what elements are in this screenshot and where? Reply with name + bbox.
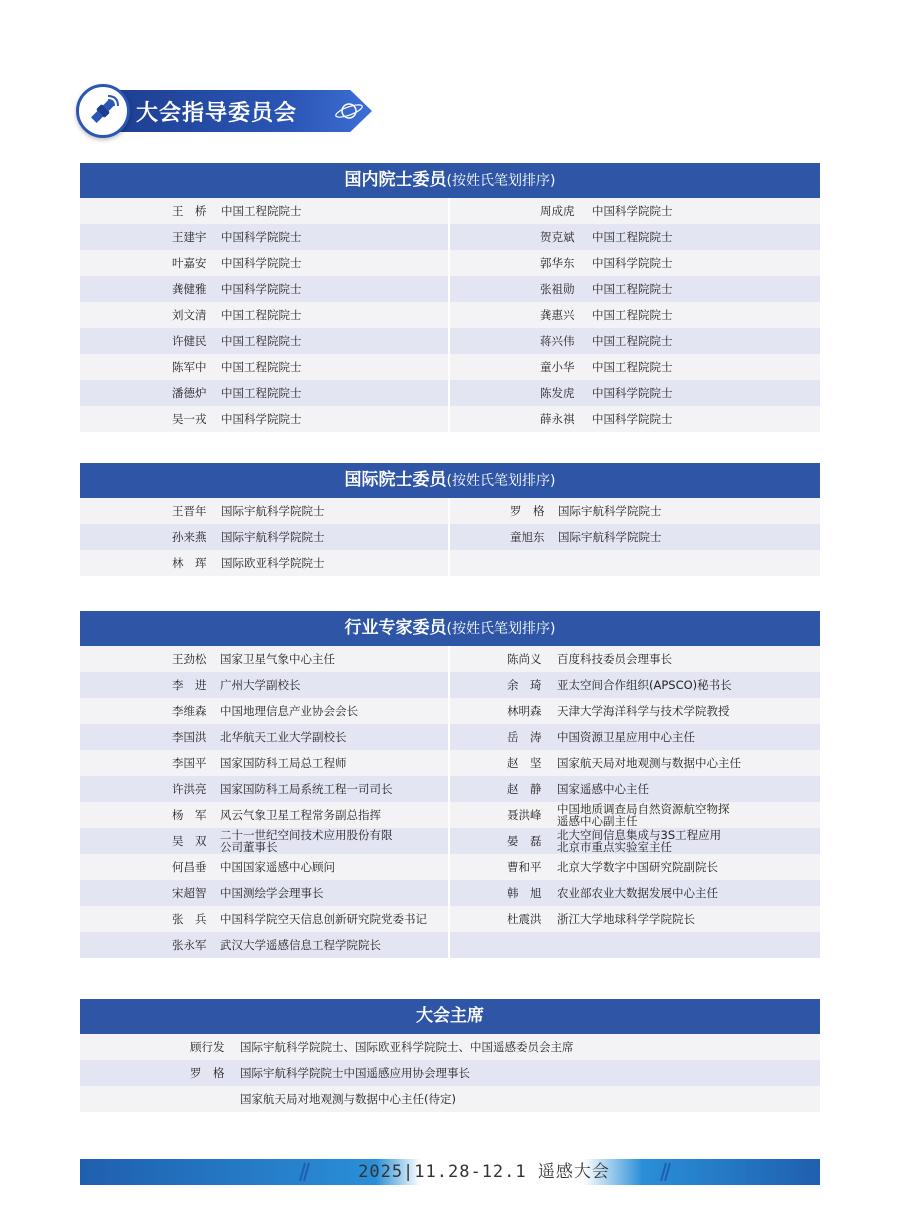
member-cell xyxy=(450,328,820,354)
member-name: 孙来燕 xyxy=(172,530,207,544)
member-cell xyxy=(450,550,820,576)
table-row xyxy=(80,880,820,906)
table-row xyxy=(80,380,820,406)
member-cell xyxy=(450,250,820,276)
section-note: (按姓氏笔划排序) xyxy=(446,173,556,189)
member-cell xyxy=(80,302,450,328)
member-cell xyxy=(80,550,450,576)
member-name: 赵 坚 xyxy=(507,756,542,770)
member-name: 陈军中 xyxy=(172,360,207,374)
table-row xyxy=(80,802,820,828)
member-cell xyxy=(80,354,450,380)
table-row xyxy=(80,550,820,576)
member-title: 风云气象卫星工程常务副总指挥 xyxy=(220,808,381,822)
member-title: 国际欧亚科学院院士 xyxy=(221,556,325,570)
table-row xyxy=(80,750,820,776)
member-cell xyxy=(450,498,820,524)
industry-experts-section xyxy=(80,611,820,958)
member-name: 许健民 xyxy=(172,334,207,348)
member-name: 周成虎 xyxy=(540,204,575,218)
member-title: 国家国防科工局系统工程一司司长 xyxy=(220,782,393,796)
member-title: 农业部农业大数据发展中心主任 xyxy=(557,886,718,900)
section-badge xyxy=(76,84,376,140)
member-cell xyxy=(80,802,450,828)
conference-chairs-section xyxy=(80,999,820,1112)
member-list xyxy=(80,646,820,958)
member-title: 国际宇航科学院院士 xyxy=(558,530,662,544)
member-list xyxy=(80,498,820,576)
member-cell xyxy=(80,380,450,406)
member-cell xyxy=(80,498,450,524)
member-list xyxy=(80,198,820,432)
section-note: (按姓氏笔划排序) xyxy=(446,621,556,637)
member-name: 林 珲 xyxy=(172,556,207,570)
member-name: 吴 双 xyxy=(172,834,207,848)
member-cell xyxy=(450,802,820,828)
member-title: 中国工程院院士 xyxy=(221,386,302,400)
section-title: 大会主席 xyxy=(416,1006,484,1026)
member-name: 张永军 xyxy=(172,938,207,952)
member-title: 百度科技委员会理事长 xyxy=(557,652,672,666)
table-row xyxy=(80,828,820,854)
member-name: 童旭东 xyxy=(510,530,545,544)
member-cell xyxy=(80,198,450,224)
member-name: 李国平 xyxy=(172,756,207,770)
member-name: 陈尚义 xyxy=(507,652,542,666)
member-cell xyxy=(80,932,450,958)
member-name: 张 兵 xyxy=(172,912,207,926)
international-academicians-section xyxy=(80,463,820,576)
member-cell xyxy=(450,906,820,932)
member-title: 亚太空间合作组织(APSCO)秘书长 xyxy=(557,678,732,692)
member-title: 中国工程院院士 xyxy=(221,204,302,218)
member-cell xyxy=(450,776,820,802)
member-cell xyxy=(80,406,450,432)
planet-orbit-icon xyxy=(334,99,364,123)
section-title: 国际院士委员 xyxy=(344,470,447,490)
member-name: 宋超智 xyxy=(172,886,207,900)
member-title: 中国科学院院士 xyxy=(592,256,673,270)
member-title: 中国工程院院士 xyxy=(592,282,673,296)
table-row xyxy=(80,906,820,932)
member-title: 中国科学院院士 xyxy=(221,412,302,426)
member-cell xyxy=(450,932,820,958)
member-name: 吴一戎 xyxy=(172,412,207,426)
member-cell xyxy=(80,724,450,750)
member-title: 国际宇航科学院院士 xyxy=(558,504,662,518)
table-row xyxy=(80,1060,820,1086)
chair-title: 国际宇航科学院院士中国遥感应用协会理事长 xyxy=(240,1066,470,1080)
member-cell xyxy=(80,828,450,854)
member-title: 中国科学院院士 xyxy=(592,386,673,400)
table-row xyxy=(80,224,820,250)
member-name: 王劲松 xyxy=(172,652,207,666)
member-name: 晏 磊 xyxy=(507,834,542,848)
member-title: 武汉大学遥感信息工程学院院长 xyxy=(220,938,381,952)
table-row xyxy=(80,354,820,380)
table-row xyxy=(80,646,820,672)
member-title: 中国工程院院士 xyxy=(592,308,673,322)
member-cell xyxy=(80,906,450,932)
member-title: 中国科学院院士 xyxy=(221,230,302,244)
member-name: 聂洪峰 xyxy=(507,808,542,822)
member-cell xyxy=(80,672,450,698)
member-name: 王建宇 xyxy=(172,230,207,244)
member-name: 赵 静 xyxy=(507,782,542,796)
member-title: 北大空间信息集成与3S工程应用 北京市重点实验室主任 xyxy=(557,828,722,854)
member-cell xyxy=(450,698,820,724)
member-title: 中国科学院院士 xyxy=(221,256,302,270)
member-title: 中国科学院院士 xyxy=(592,412,673,426)
section-title: 国内院士委员 xyxy=(344,170,447,190)
footer-bar xyxy=(80,1159,820,1185)
member-name: 李维森 xyxy=(172,704,207,718)
member-cell xyxy=(450,672,820,698)
member-name: 王 桥 xyxy=(172,204,207,218)
member-title: 中国地质调查局自然资源航空物探 遥感中心副主任 xyxy=(557,802,730,828)
table-row xyxy=(80,406,820,432)
member-name: 叶嘉安 xyxy=(172,256,207,270)
member-title: 中国工程院院士 xyxy=(592,360,673,374)
table-row xyxy=(80,776,820,802)
member-cell xyxy=(450,880,820,906)
member-cell xyxy=(80,328,450,354)
member-title: 国家国防科工局总工程师 xyxy=(220,756,347,770)
member-name: 陈发虎 xyxy=(540,386,575,400)
member-name: 薛永祺 xyxy=(540,412,575,426)
table-row xyxy=(80,932,820,958)
member-cell xyxy=(80,880,450,906)
member-name: 童小华 xyxy=(540,360,575,374)
member-title: 国家遥感中心主任 xyxy=(557,782,649,796)
table-row xyxy=(80,276,820,302)
member-title: 中国科学院空天信息创新研究院党委书记 xyxy=(220,912,427,926)
member-cell xyxy=(450,302,820,328)
section-header xyxy=(80,163,820,198)
member-name: 杜震洪 xyxy=(507,912,542,926)
chair-name: 顾行发 xyxy=(190,1040,225,1054)
member-title: 中国科学院院士 xyxy=(221,282,302,296)
member-title: 中国工程院院士 xyxy=(221,360,302,374)
member-name: 刘文清 xyxy=(172,308,207,322)
member-cell xyxy=(80,698,450,724)
chair-name: 罗 格 xyxy=(190,1066,225,1080)
section-header xyxy=(80,999,820,1034)
member-name: 张祖勋 xyxy=(540,282,575,296)
member-title: 中国工程院院士 xyxy=(592,334,673,348)
member-cell xyxy=(80,854,450,880)
member-title: 中国资源卫星应用中心主任 xyxy=(557,730,695,744)
member-cell xyxy=(450,406,820,432)
member-name: 林明森 xyxy=(507,704,542,718)
member-name: 曹和平 xyxy=(507,860,542,874)
member-title: 国际宇航科学院院士 xyxy=(221,530,325,544)
table-row xyxy=(80,328,820,354)
member-title: 中国国家遥感中心顾问 xyxy=(220,860,335,874)
member-cell xyxy=(80,276,450,302)
member-cell xyxy=(450,854,820,880)
member-name: 龚惠兴 xyxy=(540,308,575,322)
table-row xyxy=(80,854,820,880)
member-title: 二十一世纪空间技术应用股份有限 公司董事长 xyxy=(220,828,393,854)
member-name: 郭华东 xyxy=(540,256,575,270)
table-row xyxy=(80,524,820,550)
member-name: 李 进 xyxy=(172,678,207,692)
member-cell xyxy=(80,646,450,672)
member-name: 贺克斌 xyxy=(540,230,575,244)
member-title: 中国工程院院士 xyxy=(221,308,302,322)
section-note: (按姓氏笔划排序) xyxy=(446,473,556,489)
member-title: 天津大学海洋科学与技术学院教授 xyxy=(557,704,730,718)
section-title: 行业专家委员 xyxy=(344,618,447,638)
member-cell xyxy=(450,646,820,672)
section-header xyxy=(80,463,820,498)
member-name: 岳 涛 xyxy=(507,730,542,744)
page-title: 大会指导委员会 xyxy=(136,101,298,126)
chair-title: 国际宇航科学院院士、国际欧亚科学院院士、中国遥感委员会主席 xyxy=(240,1040,574,1054)
table-row xyxy=(80,250,820,276)
member-name: 蒋兴伟 xyxy=(540,334,575,348)
member-cell xyxy=(450,380,820,406)
member-title: 中国工程院院士 xyxy=(592,230,673,244)
member-name: 韩 旭 xyxy=(507,886,542,900)
table-row xyxy=(80,498,820,524)
member-name: 罗 格 xyxy=(510,504,545,518)
member-cell xyxy=(450,224,820,250)
member-name: 龚健雅 xyxy=(172,282,207,296)
member-title: 中国地理信息产业协会会长 xyxy=(220,704,358,718)
satellite-icon xyxy=(76,84,130,138)
member-cell xyxy=(450,828,820,854)
member-cell xyxy=(80,224,450,250)
member-name: 王晋年 xyxy=(172,504,207,518)
member-cell xyxy=(80,776,450,802)
domestic-academicians-section xyxy=(80,163,820,432)
member-title: 北华航天工业大学副校长 xyxy=(220,730,347,744)
member-name: 余 琦 xyxy=(507,678,542,692)
member-cell xyxy=(450,724,820,750)
member-title: 中国测绘学会理事长 xyxy=(220,886,324,900)
member-cell xyxy=(80,250,450,276)
member-name: 杨 军 xyxy=(172,808,207,822)
member-title: 国家航天局对地观测与数据中心主任 xyxy=(557,756,741,770)
member-name: 许洪亮 xyxy=(172,782,207,796)
member-cell xyxy=(450,354,820,380)
member-title: 国际宇航科学院院士 xyxy=(221,504,325,518)
member-title: 中国科学院院士 xyxy=(592,204,673,218)
table-row xyxy=(80,198,820,224)
section-header xyxy=(80,611,820,646)
table-row xyxy=(80,1034,820,1060)
member-title: 广州大学副校长 xyxy=(220,678,301,692)
chair-title: 国家航天局对地观测与数据中心主任(待定) xyxy=(240,1092,456,1106)
table-row xyxy=(80,672,820,698)
member-title: 浙江大学地球科学学院院长 xyxy=(557,912,695,926)
table-row xyxy=(80,698,820,724)
member-cell xyxy=(450,750,820,776)
member-name: 李国洪 xyxy=(172,730,207,744)
table-row xyxy=(80,724,820,750)
slash-decoration-icon xyxy=(660,1159,676,1185)
member-name: 潘德炉 xyxy=(172,386,207,400)
chair-list xyxy=(80,1034,820,1112)
member-name: 何昌垂 xyxy=(172,860,207,874)
member-cell xyxy=(80,524,450,550)
table-row xyxy=(80,302,820,328)
footer-text: 2025|11.28-12.1 遥感大会 xyxy=(358,1162,610,1182)
table-row xyxy=(80,1086,820,1112)
member-title: 北京大学数字中国研究院副院长 xyxy=(557,860,718,874)
member-title: 国家卫星气象中心主任 xyxy=(220,652,335,666)
member-cell xyxy=(450,524,820,550)
member-cell xyxy=(450,276,820,302)
member-title: 中国工程院院士 xyxy=(221,334,302,348)
member-cell xyxy=(450,198,820,224)
member-cell xyxy=(80,750,450,776)
